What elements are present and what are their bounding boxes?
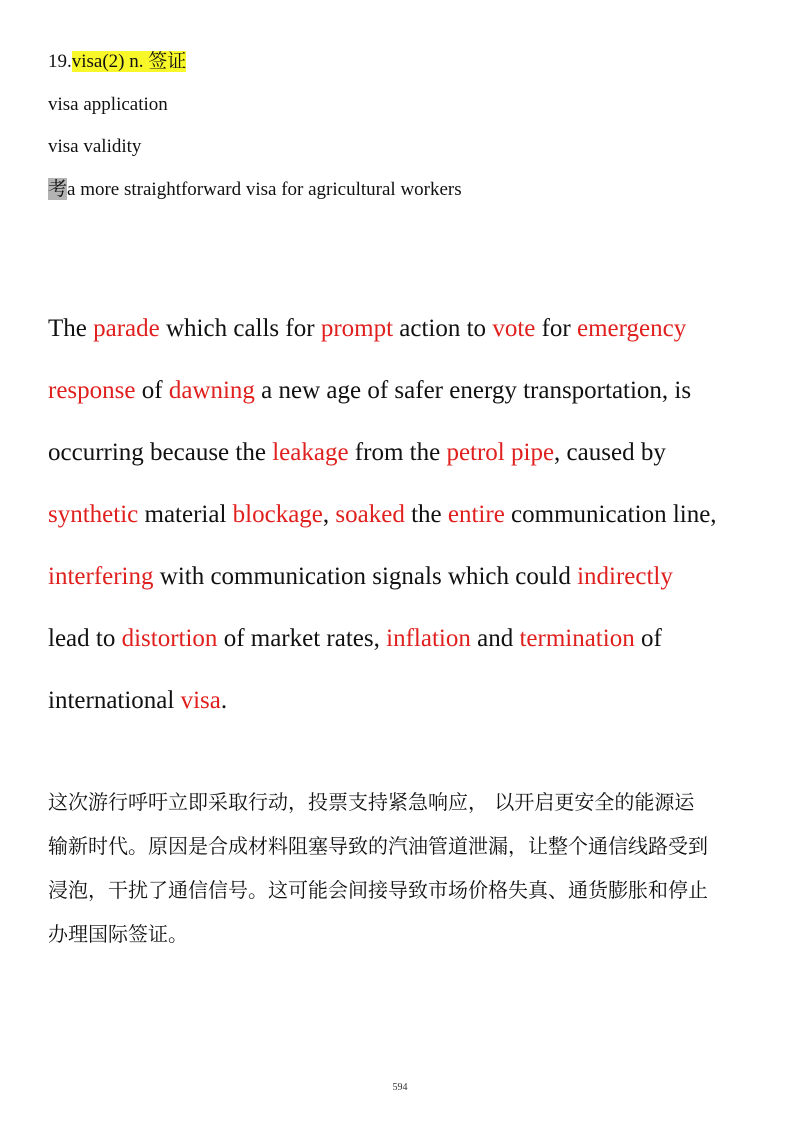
plain-text: the (404, 501, 448, 528)
page-number: 594 (392, 1082, 408, 1093)
plain-text: , (322, 501, 336, 528)
collocation-line: visa validity (48, 136, 142, 157)
plain-text: , caused by (554, 439, 666, 466)
plain-text: with communication signals which could (153, 563, 578, 590)
plain-text: from the (348, 439, 447, 466)
keyword-highlight: dawning (168, 377, 255, 404)
plain-text: for (535, 315, 578, 342)
plain-text: of (135, 377, 169, 404)
keyword-highlight: interfering (48, 563, 154, 590)
english-line (48, 298, 768, 360)
exam-marker: 考 (48, 178, 68, 200)
english-line (48, 422, 768, 484)
keyword-highlight: leakage (272, 439, 349, 466)
headword: visa(2) n. 签证 (71, 51, 187, 72)
english-line (48, 484, 768, 546)
keyword-highlight: soaked (335, 501, 405, 528)
keyword-highlight: visa (180, 687, 221, 714)
exam-sentence: a more straightforward visa for agricultural workers (67, 179, 462, 200)
plain-text: of (634, 625, 662, 652)
english-line (48, 360, 768, 422)
english-line (48, 546, 768, 608)
keyword-highlight: emergency (577, 315, 687, 342)
plain-text: action to (393, 315, 493, 342)
entry-number: 19. (48, 51, 72, 72)
exam-example-line (48, 175, 768, 204)
keyword-highlight: blockage (232, 501, 323, 528)
entry-heading (48, 48, 768, 76)
chinese-line: 浸泡，干扰了通信信号。这可能会间接导致市场价格失真、通货膨胀和停止 (48, 878, 708, 902)
plain-text: a new age of safer energy transportation, is (254, 377, 692, 404)
plain-text: communication line, (504, 501, 717, 528)
chinese-line: 输新时代。原因是合成材料阻塞导致的汽油管道泄漏，让整个通信线路受到 (48, 834, 708, 858)
keyword-highlight: prompt (320, 315, 394, 342)
plain-text: . (220, 687, 228, 714)
plain-text: occurring because the (48, 439, 273, 466)
english-paragraph (48, 298, 768, 732)
collocation-line: visa application (48, 94, 168, 115)
keyword-highlight: vote (492, 315, 536, 342)
keyword-highlight: entire (447, 501, 505, 528)
plain-text: of market rates, (217, 625, 387, 652)
plain-text: material (138, 501, 233, 528)
plain-text: which calls for (159, 315, 321, 342)
keyword-highlight: distortion (121, 625, 218, 652)
plain-text: The (48, 315, 94, 342)
chinese-line: 这次游行呼吁立即采取行动，投票支持紧急响应， 以开启更安全的能源运 (48, 790, 695, 814)
plain-text: and (470, 625, 520, 652)
chinese-paragraph (48, 780, 758, 956)
keyword-highlight: response (48, 377, 136, 404)
keyword-highlight: parade (93, 315, 160, 342)
keyword-highlight: indirectly (577, 563, 673, 590)
vocabulary-entry (48, 48, 768, 204)
plain-text: lead to (48, 625, 122, 652)
plain-text: international (48, 687, 181, 714)
keyword-highlight: termination (519, 625, 635, 652)
keyword-highlight: petrol pipe (446, 439, 555, 466)
keyword-highlight: synthetic (48, 501, 139, 528)
chinese-line: 办理国际签证。 (48, 922, 188, 946)
english-line (48, 608, 768, 670)
keyword-highlight: inflation (386, 625, 471, 652)
english-line (48, 670, 768, 732)
